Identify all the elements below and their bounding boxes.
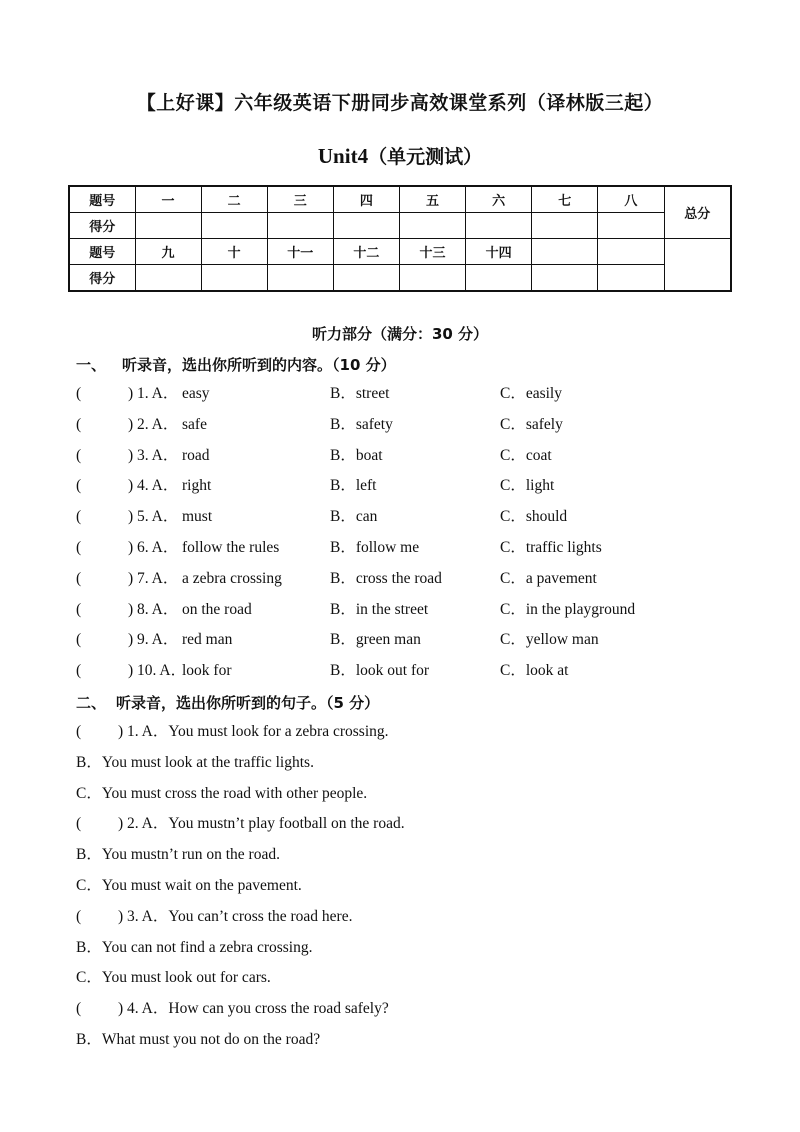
question-number-cell: 三	[267, 186, 333, 213]
sentence-text: ) 3. A．You can’t cross the road here.	[118, 907, 353, 925]
option-c: C．look at	[500, 662, 569, 680]
part1-number: 一、	[76, 356, 107, 374]
score-row-question-numbers-1	[69, 186, 731, 213]
row-label: 题号	[69, 186, 135, 213]
sentence-text: B．You mustn’t run on the road.	[76, 846, 280, 864]
option-b: B．boat	[330, 446, 383, 464]
option-b: B．street	[330, 385, 390, 402]
score-cell[interactable]	[267, 265, 333, 292]
option-b: B．in the street	[330, 600, 429, 618]
row-label: 题号	[69, 239, 135, 265]
question-row	[76, 383, 736, 405]
answer-blank[interactable]: (	[76, 815, 82, 833]
sentence-text: C．You must look out for cars.	[76, 969, 271, 987]
question-number-cell: 十四	[466, 239, 532, 265]
question-number: ) 2. A．	[128, 415, 179, 433]
option-c: C．safely	[500, 415, 563, 433]
sentence-line	[76, 783, 367, 805]
question-number-cell: 二	[201, 186, 267, 213]
question-row	[76, 414, 736, 436]
option-c: C．in the playground	[500, 600, 636, 618]
question-number-cell: 八	[598, 186, 664, 213]
question-number-cell: 五	[400, 186, 466, 213]
row-label: 得分	[69, 213, 135, 239]
option-a: follow the rules	[182, 539, 280, 556]
sentence-text: B．You can not find a zebra crossing.	[76, 938, 313, 956]
option-a: red man	[182, 631, 233, 649]
option-b: B．can	[330, 508, 378, 526]
sentence-line	[76, 752, 314, 774]
question-row	[76, 506, 736, 528]
question-number: ) 9. A．	[128, 631, 179, 649]
answer-blank[interactable]: (	[76, 415, 82, 433]
question-number-cell: 十	[201, 239, 267, 265]
answer-blank[interactable]: (	[76, 477, 82, 495]
option-c: C．yellow man	[500, 631, 599, 649]
sentence-text: C．You must cross the road with other people.	[76, 784, 368, 802]
answer-blank[interactable]: (	[76, 631, 82, 649]
option-c: C．should	[500, 508, 568, 526]
question-number: ) 10. A．	[128, 662, 187, 680]
answer-blank[interactable]: (	[76, 508, 82, 526]
document-title: 【上好课】六年级英语下册同步高效课堂系列（译林版三起）	[136, 92, 664, 114]
option-a: safe	[182, 415, 207, 433]
question-number: ) 3. A．	[128, 446, 179, 464]
sentence-line	[76, 967, 271, 989]
sentence-line	[76, 721, 389, 743]
score-cell[interactable]	[333, 265, 399, 292]
option-b: B．safety	[330, 415, 393, 433]
question-row	[76, 475, 736, 497]
answer-blank[interactable]: (	[76, 907, 82, 925]
option-a: look for	[182, 662, 232, 680]
listening-section-heading: 听力部分（满分：30 分）	[311, 325, 489, 343]
answer-blank[interactable]: (	[76, 569, 82, 587]
sentence-text: ) 4. A．How can you cross the road safely?	[118, 1000, 389, 1018]
option-b: B．green man	[330, 631, 421, 649]
sentence-text: B．What must you not do on the road?	[76, 1031, 321, 1048]
subtitle-test: （单元测试）	[368, 146, 483, 168]
score-row-question-numbers-2	[69, 239, 731, 265]
question-row	[76, 537, 736, 559]
question-number: ) 4. A．	[128, 477, 179, 495]
question-row	[76, 599, 736, 621]
option-c: C．light	[500, 477, 555, 495]
score-cell[interactable]	[201, 213, 267, 239]
question-row	[76, 568, 736, 590]
score-cell[interactable]	[201, 265, 267, 292]
answer-blank[interactable]: (	[76, 600, 82, 618]
option-a: a zebra crossing	[182, 569, 282, 587]
option-b: B．left	[330, 477, 377, 495]
sentence-line	[76, 998, 389, 1020]
question-number: ) 5. A．	[128, 508, 179, 526]
answer-blank[interactable]: (	[76, 539, 82, 556]
option-c: C．easily	[500, 385, 562, 402]
row-label: 得分	[69, 265, 135, 292]
question-number: ) 1. A．	[128, 385, 179, 402]
sentence-line	[76, 906, 352, 928]
question-number-cell: 六	[466, 186, 532, 213]
option-a: right	[182, 477, 212, 495]
question-row	[76, 445, 736, 467]
question-number-cell: 十二	[333, 239, 399, 265]
question-number-cell	[532, 239, 598, 265]
score-row-scores-2	[69, 265, 731, 292]
unit-subtitle	[0, 142, 800, 169]
sentence-line	[76, 813, 405, 835]
question-number-cell: 九	[135, 239, 201, 265]
option-b: B．look out for	[330, 662, 430, 680]
sentence-text: C．You must wait on the pavement.	[76, 877, 302, 894]
score-cell[interactable]	[267, 213, 333, 239]
sentence-text: ) 1. A．You must look for a zebra crossing.	[118, 723, 389, 740]
option-a: road	[182, 446, 210, 464]
part2-number: 二、	[76, 694, 107, 712]
score-cell[interactable]	[466, 265, 532, 292]
score-cell[interactable]	[532, 213, 598, 239]
option-c: C．a pavement	[500, 569, 597, 587]
option-a: on the road	[182, 600, 252, 618]
score-cell[interactable]	[333, 213, 399, 239]
sentence-line	[76, 844, 280, 866]
total-score-label: 总分	[664, 186, 731, 239]
part1-instruction: 听录音，选出你所听到的内容。（10 分）	[122, 356, 396, 374]
score-table	[68, 185, 732, 292]
score-cell[interactable]	[135, 265, 201, 292]
sentence-line	[76, 875, 302, 897]
score-cell[interactable]	[598, 213, 664, 239]
part2-title	[76, 692, 379, 713]
part1-title	[76, 354, 396, 375]
option-a: easy	[182, 385, 210, 402]
answer-blank[interactable]: (	[76, 1000, 82, 1018]
sentence-text: B．You must look at the traffic lights.	[76, 753, 314, 771]
question-number: ) 6. A．	[128, 539, 179, 556]
part2-instruction: 听录音，选出你所听到的句子。（5 分）	[116, 694, 380, 712]
sentence-line	[76, 1029, 320, 1051]
score-cell[interactable]	[135, 213, 201, 239]
subtitle-unit: Unit4	[317, 144, 369, 168]
answer-blank[interactable]: (	[76, 662, 82, 680]
answer-blank[interactable]: (	[76, 723, 82, 740]
option-c: C．coat	[500, 446, 552, 464]
option-c: C．traffic lights	[500, 539, 602, 556]
score-cell[interactable]	[466, 213, 532, 239]
score-cell[interactable]	[532, 265, 598, 292]
question-number: ) 8. A．	[128, 600, 179, 618]
option-b: B．follow me	[330, 539, 420, 556]
answer-blank[interactable]: (	[76, 385, 82, 402]
option-b: B．cross the road	[330, 569, 442, 587]
total-score-cell[interactable]	[664, 239, 731, 292]
question-row	[76, 660, 736, 682]
answer-blank[interactable]: (	[76, 446, 82, 464]
question-number: ) 7. A．	[128, 569, 179, 587]
option-a: must	[182, 508, 213, 526]
score-cell[interactable]	[400, 213, 466, 239]
question-row	[76, 629, 736, 651]
sentence-text: ) 2. A．You mustn’t play football on the road.	[118, 815, 405, 833]
question-number-cell: 十一	[267, 239, 333, 265]
question-number-cell	[598, 239, 664, 265]
score-cell[interactable]	[400, 265, 466, 292]
sentence-line	[76, 937, 312, 959]
question-number-cell: 四	[333, 186, 399, 213]
question-number-cell: 一	[135, 186, 201, 213]
score-cell[interactable]	[598, 265, 664, 292]
question-number-cell: 十三	[400, 239, 466, 265]
question-number-cell: 七	[532, 186, 598, 213]
score-row-scores-1	[69, 213, 731, 239]
